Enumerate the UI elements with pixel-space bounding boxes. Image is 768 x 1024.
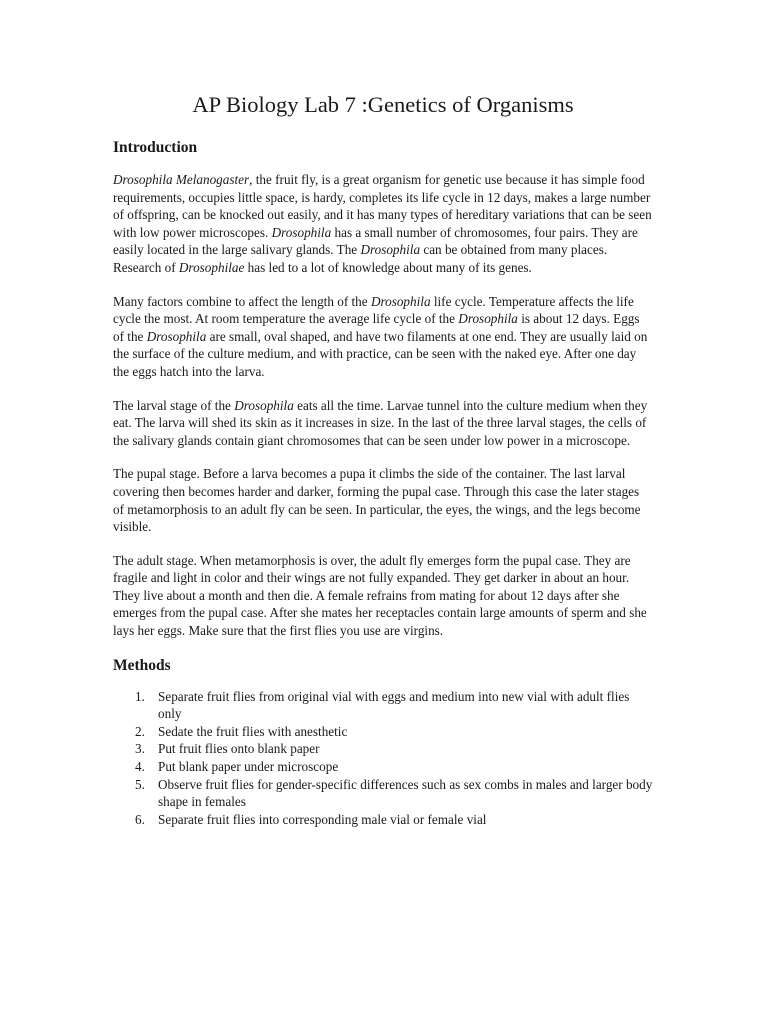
page-title: AP Biology Lab 7 :Genetics of Organisms bbox=[192, 92, 574, 117]
methods-list-item bbox=[113, 776, 653, 811]
intro-paragraph bbox=[113, 397, 653, 450]
italic-text: Drosophila bbox=[271, 224, 332, 240]
methods-list-item bbox=[113, 758, 653, 776]
italic-text: Drosophila bbox=[458, 311, 518, 327]
list-number: 4. bbox=[135, 759, 145, 775]
text-run: , the fruit fly, is a great organism for genetic use because it has simple food requirements, occupies little space, is hardy, completes its life cycle in 12 days, makes a large number of offspring, can be knocked out easily, and it has many types of hereditary variations that can be seen with low power microscopes. bbox=[113, 172, 652, 240]
list-item-text: Put blank paper under microscope bbox=[158, 759, 339, 775]
intro-paragraph bbox=[113, 465, 653, 535]
list-item-text: Separate fruit flies from original vial with eggs and medium into new vial with adult flies only bbox=[158, 688, 630, 722]
introduction-section bbox=[113, 171, 653, 640]
intro-paragraph bbox=[113, 293, 653, 381]
list-number: 6. bbox=[135, 811, 145, 827]
text-run: can be obtained from many places. Research of bbox=[113, 242, 608, 275]
document-body bbox=[113, 90, 653, 828]
italic-text: Drosophila bbox=[146, 328, 207, 344]
italic-text: Drosophilae bbox=[178, 259, 245, 275]
text-run: The adult stage. When metamorphosis is over, the adult fly emerges form the pupal case. They are fragile and light in color and their wings are not fully expanded. They get darker in about an hour. They live about a month and then die. A female refrains from mating for about 12 days after she emerges from the pupal case. After she mates her receptacles contain large amounts of sperm and she lays her eggs. Make sure that the first flies you use are virgins. bbox=[113, 552, 647, 639]
italic-text: Drosophila bbox=[360, 242, 421, 258]
text-run: eats all the time. Larvae tunnel into the culture medium when they eat. The larva will shed its skin as it increases in size. In the last of the three larval stages, the cells of the salivary glands contain giant chromosomes that can be seen under low power in a microscope. bbox=[113, 397, 648, 448]
italic-text: Drosophila bbox=[234, 397, 294, 413]
list-item-text: Separate fruit flies into corresponding male vial or female vial bbox=[158, 811, 487, 827]
text-run: The larval stage of the bbox=[113, 397, 235, 413]
methods-list-item bbox=[113, 723, 653, 741]
text-run: The pupal stage. Before a larva becomes a pupa it climbs the side of the container. The last larval covering then becomes harder and darker, forming the pupal case. Through this case the later stages of metamorphosis to an adult fly can be seen. In particular, the eyes, the wings, and the legs become visible. bbox=[113, 466, 641, 535]
text-run: has led to a lot of knowledge about many of its genes. bbox=[244, 259, 532, 275]
methods-list-item bbox=[113, 688, 653, 723]
text-run: are small, oval shaped, and have two filaments at one end. They are usually laid on the surface of the culture medium, and with practice, can be seen with the naked eye. After one day the eggs hatch into the larva. bbox=[113, 328, 648, 379]
methods-heading: Methods bbox=[113, 656, 171, 674]
list-number: 5. bbox=[135, 776, 145, 792]
methods-list-item bbox=[113, 740, 653, 758]
list-item-text: Sedate the fruit flies with anesthetic bbox=[158, 723, 348, 739]
list-number: 3. bbox=[135, 741, 145, 757]
text-run: Many factors combine to affect the length of the bbox=[113, 293, 371, 309]
text-run: life cycle. Temperature affects the life cycle the most. At room temperature the average life cycle of the bbox=[113, 293, 634, 327]
text-run: is about 12 days. Eggs of the bbox=[113, 311, 640, 344]
intro-paragraph bbox=[113, 171, 653, 277]
methods-list-item bbox=[113, 811, 653, 829]
intro-paragraph bbox=[113, 552, 653, 640]
italic-text: Drosophila bbox=[370, 293, 431, 309]
list-number: 1. bbox=[135, 688, 145, 704]
italic-text: Drosophila Melanogaster bbox=[113, 172, 250, 187]
list-item-text: Observe fruit flies for gender-specific differences such as sex combs in males and larger body shape in females bbox=[158, 776, 653, 810]
introduction-heading: Introduction bbox=[113, 139, 198, 156]
list-number: 2. bbox=[135, 723, 145, 739]
text-run: has a small number of chromosomes, four pairs. They are easily located in the large salivary glands. The bbox=[113, 224, 638, 258]
list-item-text: Put fruit flies onto blank paper bbox=[158, 741, 320, 757]
methods-list bbox=[113, 688, 653, 829]
